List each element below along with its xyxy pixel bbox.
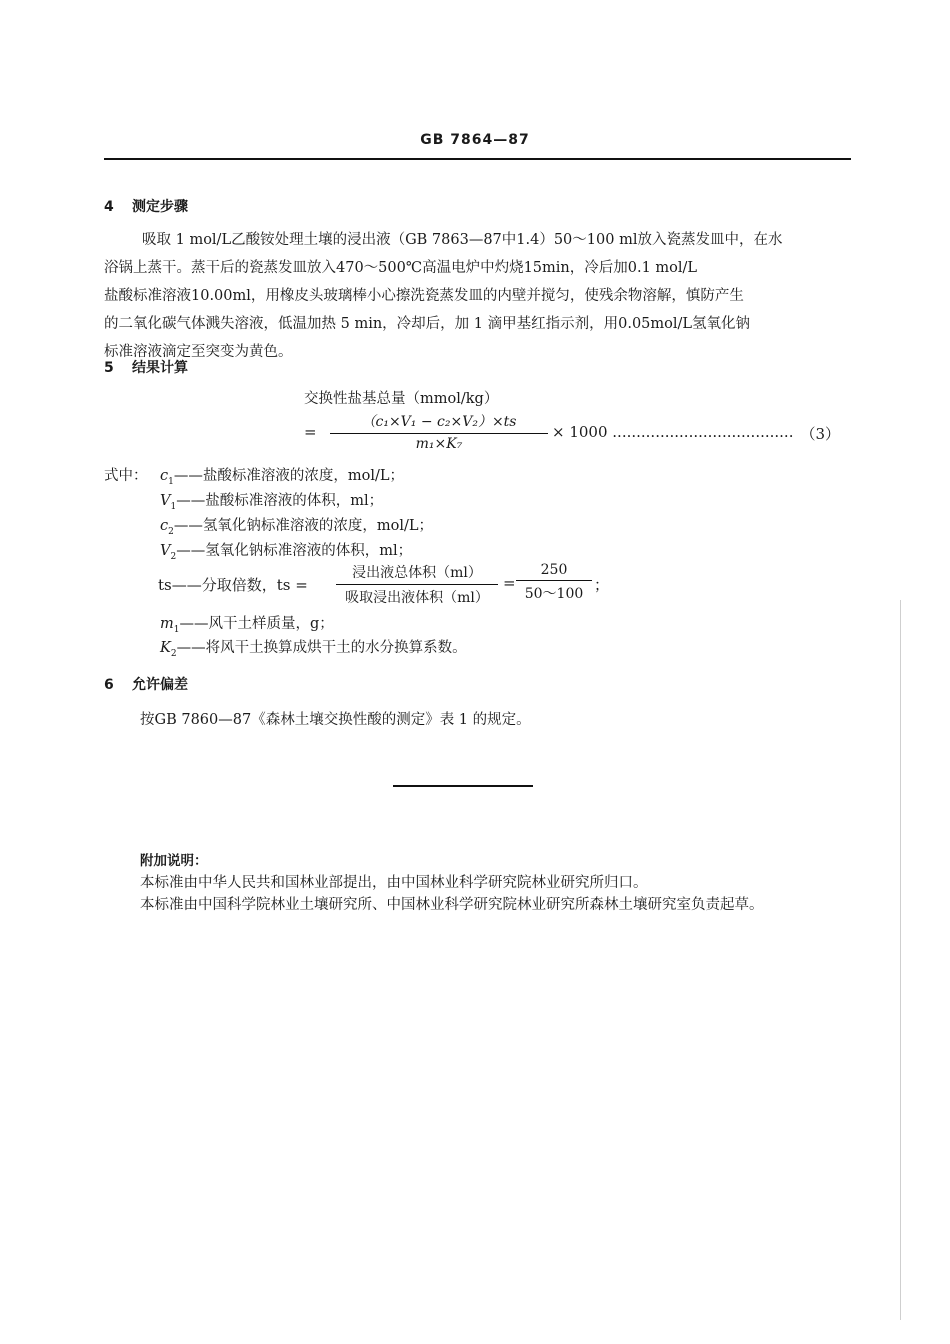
section-5-number: 5	[104, 360, 114, 376]
ts-value-bar	[516, 580, 592, 581]
ts-value-denominator: 50～100	[524, 586, 584, 602]
section-4-body	[104, 226, 850, 366]
section-4-line-3: 盐酸标准溶液10.00ml，用橡皮头玻璃棒小心擦洗瓷蒸发皿的内壁并搅匀，使残余物溶解，慎防产生	[104, 288, 744, 304]
formula-fraction-bar	[330, 433, 548, 434]
formula-equals: =	[304, 423, 317, 441]
ts-label: ts——分取倍数，ts =	[158, 576, 308, 594]
section-4-line-2: 浴锅上蒸干。蒸干后的瓷蒸发皿放入470～500℃高温电炉中灼烧15min，冷后加0.1 mol/L	[104, 260, 698, 276]
def-c2: $c_2——$氢氧化钠标准溶液的浓度，mol/L；	[160, 518, 433, 537]
notes-line-1: 本标准由中华人民共和国林业部提出，由中国林业科学研究院林业研究所归口。	[140, 875, 648, 891]
formula-fraction	[330, 411, 548, 452]
section-6-number: 6	[104, 677, 114, 693]
ts-denominator: 吸取浸出液体积（ml）	[345, 590, 489, 606]
end-rule	[393, 785, 533, 787]
def-m1: $m_1——$风干土样质量，g；	[160, 616, 334, 635]
section-4-line-5: 标准溶液滴定至突变为黄色。	[104, 344, 293, 360]
section-5-title: 结果计算	[132, 360, 188, 376]
section-4-line-1: 吸取 1 mol/L乙酸铵处理土壤的浸出液（GB 7863—87中1.4）50～100 ml放入瓷蒸发皿中，在水	[142, 232, 783, 248]
section-5-heading	[104, 357, 188, 377]
def-c1: $c_1——$盐酸标准溶液的浓度，mol/L；	[160, 468, 404, 487]
page-header-title: GB 7864—87	[420, 132, 530, 148]
def-k2: $K_2——$将风干土换算成烘干土的水分换算系数。	[160, 640, 467, 659]
formula-multiplier: × 1000 ......................................	[552, 423, 794, 441]
scan-edge-line	[900, 600, 901, 1320]
formula-3	[300, 413, 848, 453]
formula-numerator: （c₁×V₁ − c₂×V₂）×ts	[361, 414, 517, 430]
section-6-title: 允许偏差	[132, 677, 188, 693]
formula-number: （3）	[800, 425, 840, 443]
section-6-body: 按GB 7860—87《森林土壤交换性酸的测定》表 1 的规定。	[140, 712, 531, 728]
section-4-title: 测定步骤	[132, 199, 188, 215]
ts-equals: =	[503, 574, 516, 592]
def-v2: $V_2——$氢氧化钠标准溶液的体积，ml；	[160, 543, 413, 562]
def-ts	[158, 560, 618, 606]
ts-value-fraction	[516, 562, 592, 603]
ts-fraction	[336, 562, 498, 607]
ts-value-numerator: 250	[540, 562, 568, 578]
section-4-number: 4	[104, 199, 114, 215]
formula-denominator: m₁×K₇	[415, 436, 463, 452]
where-label: 式中：	[104, 468, 148, 484]
ts-numerator: 浸出液总体积（ml）	[352, 565, 482, 581]
ts-fraction-bar	[336, 584, 498, 585]
header-rule	[104, 158, 851, 160]
formula-label: 交换性盐基总量（mmol/kg）	[304, 391, 499, 407]
def-v1: $V_1——$盐酸标准溶液的体积，ml；	[160, 493, 384, 512]
notes-line-2: 本标准由中国科学院林业土壤研究所、中国林业科学研究院林业研究所森林土壤研究室负责起草。	[140, 897, 764, 913]
section-4-heading	[104, 196, 188, 216]
ts-end: ；	[594, 576, 610, 594]
notes-title: 附加说明：	[140, 853, 208, 869]
section-6-heading	[104, 674, 188, 694]
section-4-line-4: 的二氧化碳气体溅失溶液，低温加热 5 min，冷却后，加 1 滴甲基红指示剂，用0.05mol/L氢氧化钠	[104, 316, 751, 332]
